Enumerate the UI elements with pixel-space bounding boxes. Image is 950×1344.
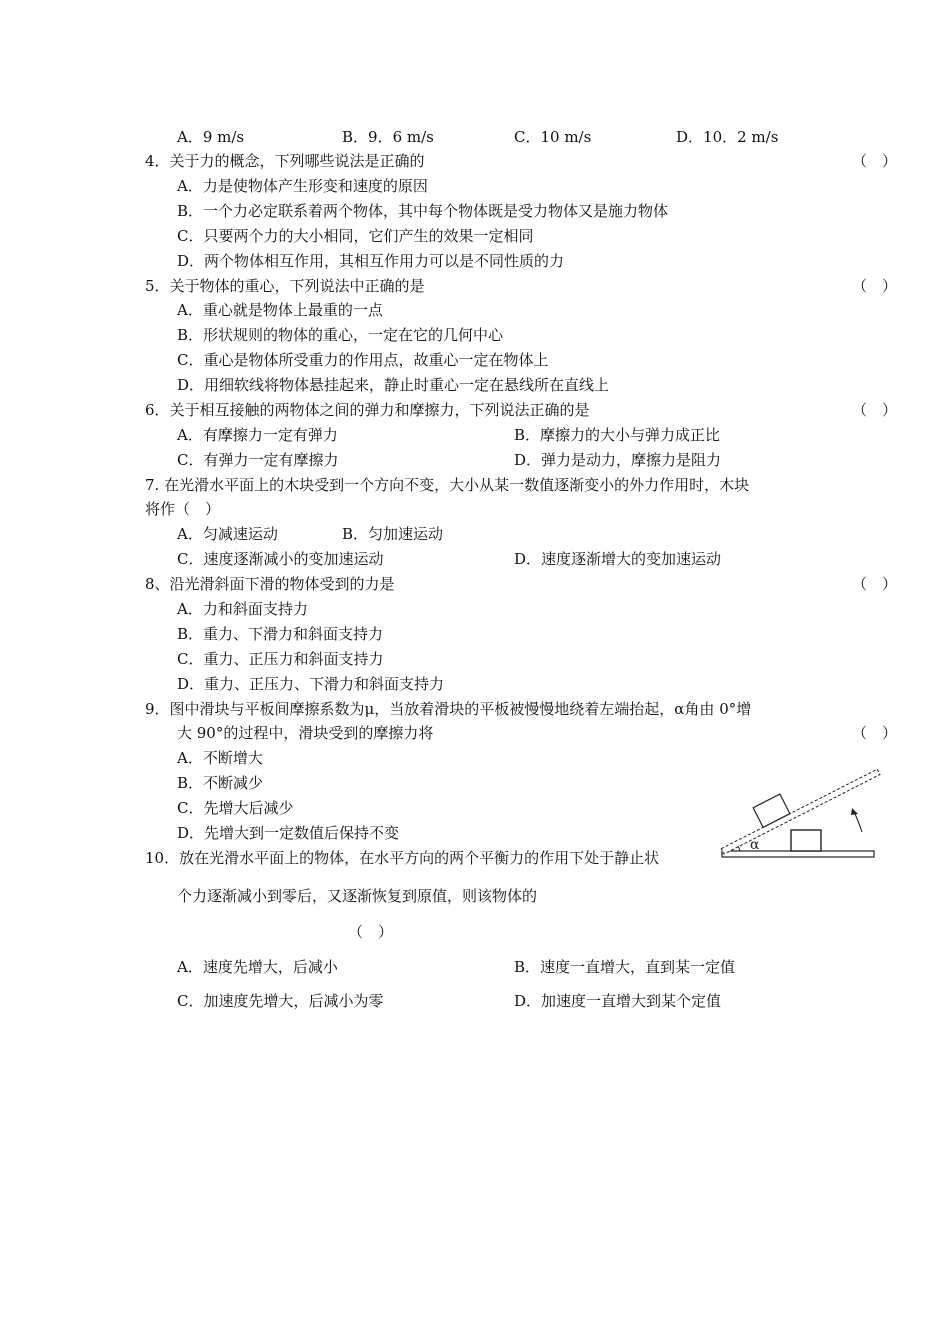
q7-option-c: C．速度逐渐减小的变加速运动 — [177, 550, 384, 568]
q4-stem: 4．关于力的概念，下列哪些说法是正确的 — [145, 152, 425, 170]
q9-answer-paren: （ ） — [852, 724, 898, 742]
angle-alpha-label: α — [750, 837, 760, 853]
q7-option-b: B．匀加速运动 — [342, 525, 444, 543]
slider-block-flat — [791, 830, 821, 851]
q10-stem-line2: 个力逐渐减小到零后，又逐渐恢复到原值，则该物体的 — [177, 887, 538, 905]
q8-option-b: B．重力、下滑力和斜面支持力 — [177, 625, 384, 643]
q10-option-b: B．速度一直增大，直到某一定值 — [514, 958, 736, 976]
q9-option-a: A．不断增大 — [177, 749, 263, 767]
q10-stem-line1: 10．放在光滑水平面上的物体，在水平方向的两个平衡力的作用下处于静止状 — [145, 849, 660, 867]
q9-option-c: C．先增大后减少 — [177, 799, 294, 817]
q5-answer-paren: （ ） — [852, 277, 898, 295]
q10-answer-paren: （ ） — [348, 923, 394, 941]
q4-option-b: B．一个力必定联系着两个物体，其中每个物体既是受力物体又是施力物体 — [177, 202, 669, 220]
lift-arrow-icon — [851, 808, 862, 832]
q4-answer-paren: （ ） — [852, 152, 898, 170]
q4-option-d: D．两个物体相互作用，其相互作用力可以是不同性质的力 — [177, 252, 565, 270]
q10-option-d: D．加速度一直增大到某个定值 — [514, 992, 722, 1010]
q5-option-d: D．用细软线将物体悬挂起来，静止时重心一定在悬线所在直线上 — [177, 376, 610, 394]
q5-option-a: A．重心就是物体上最重的一点 — [177, 301, 383, 319]
q7-option-a: A．匀减速运动 — [177, 525, 278, 543]
q5-stem: 5．关于物体的重心，下列说法中正确的是 — [145, 277, 425, 295]
q8-answer-paren: （ ） — [852, 575, 898, 593]
q10-option-a: A．速度先增大，后减小 — [177, 958, 338, 976]
q6-answer-paren: （ ） — [852, 401, 898, 419]
q9-stem-line2: 大 90°的过程中，滑块受到的摩擦力将 — [177, 724, 434, 742]
angle-arc — [738, 846, 740, 851]
q7-option-d: D．速度逐渐增大的变加速运动 — [514, 550, 722, 568]
q7-stem-line1: 7. 在光滑水平面上的木块受到一个方向不变，大小从某一数值逐渐变小的外力作用时，木块 — [145, 476, 750, 494]
q8-option-d: D．重力、正压力、下滑力和斜面支持力 — [177, 675, 445, 693]
q9-option-d: D．先增大到一定数值后保持不变 — [177, 824, 400, 842]
q8-stem: 8、沿光滑斜面下滑的物体受到的力是 — [145, 575, 395, 593]
q9-option-b: B．不断减少 — [177, 774, 264, 792]
q3-option-c: C．10 m/s — [514, 128, 592, 146]
inclined-plane-figure — [716, 748, 881, 863]
q5-option-b: B．形状规则的物体的重心，一定在它的几何中心 — [177, 326, 504, 344]
q4-option-a: A．力是使物体产生形变和速度的原因 — [177, 177, 428, 195]
horizontal-board — [722, 851, 874, 857]
q9-stem-line1: 9．图中滑块与平板间摩擦系数为μ，当放着滑块的平板被慢慢地绕着左端抬起，α角由 0°增 — [145, 700, 752, 718]
q6-option-b: B．摩擦力的大小与弹力成正比 — [514, 426, 721, 444]
q6-option-a: A．有摩擦力一定有弹力 — [177, 426, 338, 444]
q8-option-a: A．力和斜面支持力 — [177, 600, 308, 618]
q7-stem-line2: 将作（ ） — [145, 500, 221, 518]
q6-option-c: C．有弹力一定有摩擦力 — [177, 451, 339, 469]
q6-option-d: D．弹力是动力，摩擦力是阻力 — [514, 451, 722, 469]
q3-option-b: B．9．6 m/s — [342, 128, 434, 146]
q3-option-d: D．10．2 m/s — [676, 128, 779, 146]
q4-option-c: C．只要两个力的大小相同，它们产生的效果一定相同 — [177, 227, 534, 245]
q8-option-c: C．重力、正压力和斜面支持力 — [177, 650, 384, 668]
q3-option-a: A．9 m/s — [177, 128, 245, 146]
q6-stem: 6．关于相互接触的两物体之间的弹力和摩擦力，下列说法正确的是 — [145, 401, 590, 419]
q5-option-c: C．重心是物体所受重力的作用点，故重心一定在物体上 — [177, 351, 549, 369]
q10-option-c: C．加速度先增大，后减小为零 — [177, 992, 384, 1010]
